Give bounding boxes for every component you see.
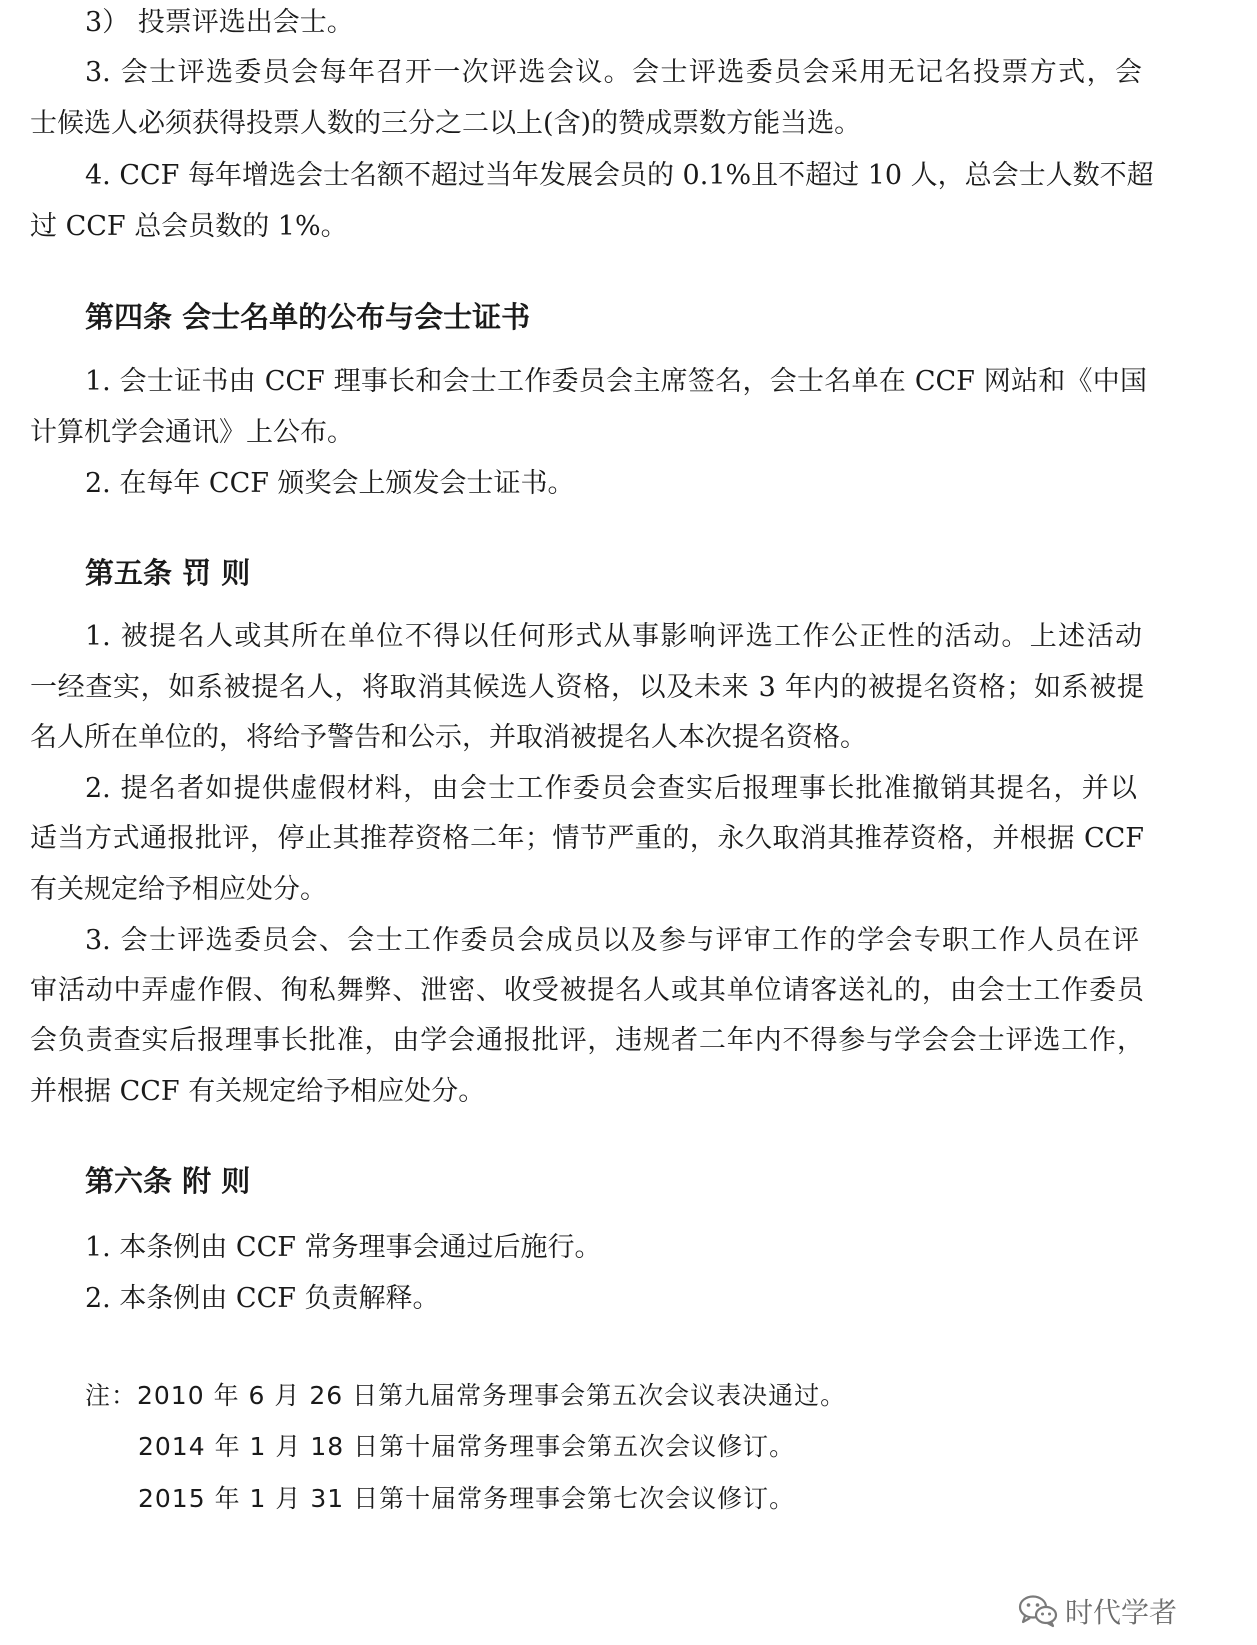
section-heading-article-4: 第四条 会士名单的公布与会士证书 bbox=[85, 300, 531, 334]
paragraph-line: 1. 本条例由 CCF 常务理事会通过后施行。 bbox=[85, 1232, 602, 1263]
paragraph-line: 2. 在每年 CCF 颁奖会上颁发会士证书。 bbox=[85, 468, 575, 499]
paragraph-line: 适当方式通报批评，停止其推荐资格二年；情节严重的，永久取消其推荐资格，并根据 CCF bbox=[30, 823, 1144, 854]
watermark bbox=[1017, 1591, 1177, 1631]
paragraph-line: 会负责查实后报理事长批准，由学会通报批评，违规者二年内不得参与学会会士评选工作， bbox=[30, 1025, 1144, 1056]
paragraph-line: 名人所在单位的，将给予警告和公示，并取消被提名人本次提名资格。 bbox=[30, 722, 867, 753]
paragraph-line: 3. 会士评选委员会每年召开一次评选会议。会士评选委员会采用无记名投票方式，会 bbox=[85, 57, 1142, 88]
paragraph-line: 3. 会士评选委员会、会士工作委员会成员以及参与评审工作的学会专职工作人员在评 bbox=[85, 925, 1139, 956]
note-line: 注：2010 年 6 月 26 日第九届常务理事会第五次会议表决通过。 bbox=[85, 1381, 847, 1410]
section-heading-article-5: 第五条 罚 则 bbox=[85, 556, 251, 590]
note-line: 2014 年 1 月 18 日第十届常务理事会第五次会议修订。 bbox=[138, 1432, 796, 1461]
section-heading-article-6: 第六条 附 则 bbox=[85, 1164, 251, 1198]
paragraph-line: 4. CCF 每年增选会士名额不超过当年发展会员的 0.1%且不超过 10 人，总会士人数不超 bbox=[85, 160, 1154, 191]
paragraph-line: 过 CCF 总会员数的 1%。 bbox=[30, 211, 348, 242]
paragraph-line: 一经查实，如系被提名人，将取消其候选人资格，以及未来 3 年内的被提名资格；如系被提 bbox=[30, 672, 1144, 703]
paragraph-line: 士候选人必须获得投票人数的三分之二以上(含)的赞成票数方能当选。 bbox=[30, 108, 862, 139]
paragraph-line: 3） 投票评选出会士。 bbox=[85, 7, 354, 38]
watermark-text: 时代学者 bbox=[1064, 1596, 1177, 1629]
paragraph-line: 2. 提名者如提供虚假材料，由会士工作委员会查实后报理事长批准撤销其提名，并以 bbox=[85, 773, 1137, 804]
paragraph-line: 并根据 CCF 有关规定给予相应处分。 bbox=[30, 1076, 486, 1107]
paragraph-line: 审活动中弄虚作假、徇私舞弊、泄密、收受被提名人或其单位请客送礼的，由会士工作委员 bbox=[30, 975, 1144, 1006]
paragraph-line: 计算机学会通讯》上公布。 bbox=[30, 417, 354, 448]
paragraph-line: 1. 会士证书由 CCF 理事长和会士工作委员会主席签名，会士名单在 CCF 网站和《中国 bbox=[85, 366, 1147, 397]
paragraph-line: 有关规定给予相应处分。 bbox=[30, 874, 327, 905]
paragraph-line: 2. 本条例由 CCF 负责解释。 bbox=[85, 1283, 440, 1314]
wechat-icon bbox=[1017, 1593, 1059, 1629]
note-line: 2015 年 1 月 31 日第十届常务理事会第七次会议修订。 bbox=[138, 1484, 796, 1513]
paragraph-line: 1. 被提名人或其所在单位不得以任何形式从事影响评选工作公正性的活动。上述活动 bbox=[85, 621, 1142, 652]
